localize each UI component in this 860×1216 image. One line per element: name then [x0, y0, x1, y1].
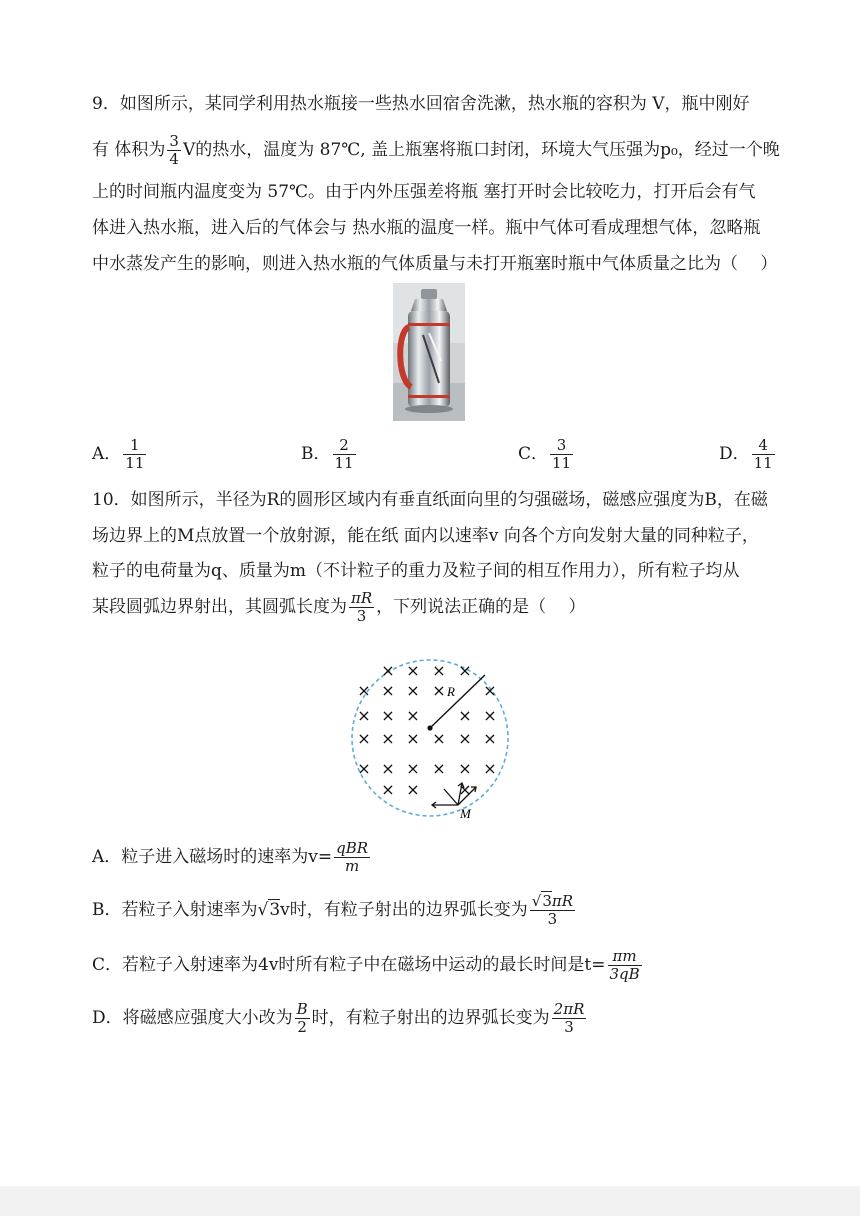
numerator-rest: πR	[551, 892, 574, 910]
sqrt-argument: 3	[542, 892, 552, 910]
q10-option-b[interactable]	[92, 893, 577, 928]
q10-line-1: 10．如图所示，半径为R的圆形区域内有垂直纸面向里的匀强磁场，磁感应强度为B，在磁	[92, 490, 768, 510]
sqrt-symbol: √	[257, 899, 269, 920]
field-cross-mark: ×	[432, 661, 446, 680]
frac-denominator: 4	[169, 149, 179, 168]
sqrt-symbol: √	[531, 892, 542, 910]
frac-denominator: 3	[356, 606, 367, 625]
q9-line-2b: V的热水，温度为 87℃, 盖上瓶塞将瓶口封闭，环境大气压强为p₀，经过一个晚	[182, 139, 780, 160]
field-cross-mark: ×	[458, 780, 472, 799]
point-m-label: M	[460, 806, 471, 821]
field-cross-mark: ×	[483, 681, 497, 700]
sqrt-argument: 3	[269, 899, 281, 920]
field-cross-mark: ×	[406, 661, 420, 680]
option-label: C．	[518, 443, 549, 464]
q10-option-a[interactable]	[92, 840, 372, 875]
field-cross-mark: ×	[381, 661, 395, 680]
field-cross-mark: ×	[432, 681, 446, 700]
field-cross-mark: ×	[483, 729, 497, 748]
option-text: C．若粒子入射速率为4v时所有粒子中在磁场中运动的最长时间是t=	[92, 954, 606, 975]
frac-denominator: 3qB	[609, 964, 640, 983]
option-fraction	[530, 893, 575, 928]
frac-denominator: 3	[564, 1017, 574, 1036]
option-label: B．	[301, 443, 331, 464]
option-fraction	[550, 437, 573, 472]
q10-fraction-pi-r-over-3	[349, 590, 374, 625]
q9-option-d[interactable]	[719, 437, 777, 472]
q10-line-2: 场边界上的M点放置一个放射源，能在纸 面内以速率v 向各个方向发射大量的同种粒子，	[92, 526, 759, 546]
frac-denominator: 11	[125, 453, 145, 472]
frac-numerator: 2πR	[553, 1000, 585, 1018]
frac-numerator: 3	[550, 437, 573, 455]
field-cross-mark: ×	[432, 759, 446, 778]
field-cross-mark: ×	[406, 729, 420, 748]
option-label: A．	[92, 443, 122, 464]
field-cross-mark: ×	[483, 759, 497, 778]
q9-line-4: 体进入热水瓶，进入后的气体会与 热水瓶的温度一样。瓶中气体可看成理想气体，忽略瓶	[92, 218, 761, 238]
field-cross-mark: ×	[357, 729, 371, 748]
field-cross-mark: ×	[381, 729, 395, 748]
field-cross-mark: ×	[406, 706, 420, 725]
field-cross-mark: ×	[381, 681, 395, 700]
field-cross-mark: ×	[381, 759, 395, 778]
frac-denominator: 3	[547, 909, 558, 928]
q10-option-c[interactable]	[92, 948, 644, 983]
frac-numerator: 2	[333, 437, 356, 455]
option-text: D．将磁感应强度大小改为	[92, 1007, 293, 1028]
q9-line-5: 中水蒸发产生的影响，则进入热水瓶的气体质量与未打开瓶塞时瓶中气体质量之比为（ ）	[92, 254, 778, 274]
option-fraction	[123, 437, 146, 472]
frac-numerator: 4	[752, 437, 775, 455]
field-cross-mark: ×	[483, 706, 497, 725]
option-text-tail: v时，有粒子射出的边界弧长变为	[280, 899, 528, 920]
field-cross-mark: ×	[458, 706, 472, 725]
frac-numerator	[530, 893, 575, 911]
option-text: B．若粒子入射速率为	[92, 899, 258, 920]
field-cross-mark: ×	[381, 706, 395, 725]
option-fraction	[552, 1001, 587, 1036]
option-text-tail: 时，有粒子射出的边界弧长变为	[311, 1007, 550, 1028]
option-fraction	[752, 437, 775, 472]
field-cross-mark: ×	[458, 759, 472, 778]
frac-denominator: 11	[753, 453, 773, 472]
q9-option-b[interactable]	[301, 437, 358, 472]
frac-numerator: qBR	[336, 839, 369, 857]
option-fraction-b-over-2	[295, 1001, 310, 1036]
frac-denominator: 11	[552, 453, 572, 472]
option-label: D．	[719, 443, 750, 464]
option-fraction	[334, 840, 370, 875]
center-dot	[427, 725, 432, 730]
frac-numerator: B	[296, 1000, 308, 1018]
q9-option-c[interactable]	[518, 437, 575, 472]
option-fraction	[333, 437, 356, 472]
q10-line-4b: ，下列说法正确的是（ ）	[376, 596, 586, 617]
field-cross-mark: ×	[357, 706, 371, 725]
thermos-bottle-image	[393, 283, 465, 421]
q10-option-d[interactable]	[92, 1001, 588, 1036]
option-text: A．粒子进入磁场时的速率为v=	[92, 846, 333, 867]
q9-line-2a: 有 体积为	[92, 139, 166, 160]
option-fraction	[608, 948, 642, 983]
q10-line-3: 粒子的电荷量为q、质量为m（不计粒子的重力及粒子间的相互作用力），所有粒子均从	[92, 561, 740, 581]
q9-option-a[interactable]	[92, 437, 148, 472]
frac-denominator: 11	[334, 453, 354, 472]
field-cross-mark: ×	[406, 681, 420, 700]
field-cross-mark: ×	[357, 759, 371, 778]
magnetic-field-diagram	[340, 655, 520, 825]
frac-numerator: πm	[608, 948, 642, 966]
frac-denominator: m	[344, 856, 360, 875]
frac-numerator: πR	[351, 589, 373, 607]
q10-line-4a: 某段圆弧边界射出，其圆弧长度为	[92, 596, 347, 617]
frac-numerator: 3	[169, 132, 179, 150]
field-cross-mark: ×	[458, 729, 472, 748]
frac-denominator: 2	[297, 1017, 307, 1036]
page-bottom-margin	[0, 1186, 860, 1216]
field-cross-mark: ×	[381, 780, 395, 799]
frac-numerator: 1	[123, 437, 146, 455]
radius-label: R	[447, 684, 455, 699]
q9-fraction-three-quarters	[167, 133, 181, 168]
q9-line-3: 上的时间瓶内温度变为 57℃。由于内外压强差将瓶 塞打开时会比较吃力，打开后会有气	[92, 182, 756, 202]
field-cross-mark: ×	[357, 681, 371, 700]
field-cross-mark: ×	[458, 661, 472, 680]
field-cross-mark: ×	[432, 729, 446, 748]
q9-line-2	[92, 133, 780, 168]
q9-line-1: 9．如图所示，某同学利用热水瓶接一些热水回宿舍洗漱，热水瓶的容积为 V，瓶中刚好	[92, 94, 750, 114]
q10-line-4	[92, 590, 586, 625]
field-cross-mark: ×	[406, 759, 420, 778]
field-cross-mark: ×	[406, 780, 420, 799]
field-cross-marks	[357, 661, 496, 799]
